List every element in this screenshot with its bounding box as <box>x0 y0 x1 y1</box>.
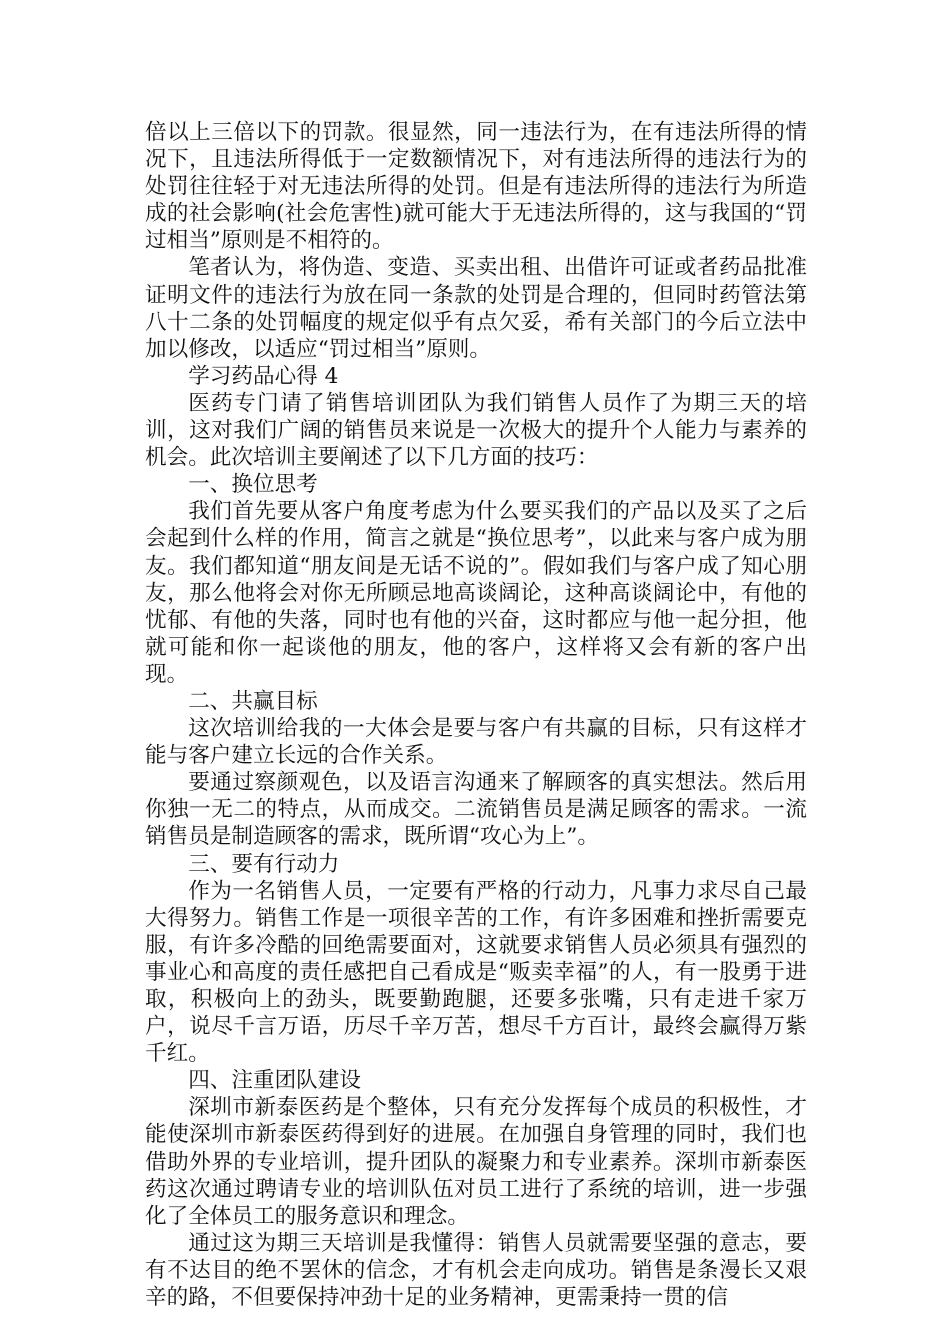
paragraph: 笔者认为，将伪造、变造、买卖出租、出借许可证或者药品批准证明文件的违法行为放在同一条款的处罚是合理的，但同时药管法第八十二条的处罚幅度的规定似乎有点欠妥，希有关部门的今后立法中加以修改，以适应“罚过相当”原则。 <box>145 255 807 362</box>
section-heading: 一、换位思考 <box>188 472 318 498</box>
paragraph: 作为一名销售人员，一定要有严格的行动力，凡事力求尽自己最大得努力。销售工作是一项很辛苦的工作，有许多困难和挫折需要克服，有许多冷酷的回绝需要面对，这就要求销售人员必须具有强烈的事业心和高度的责任感把自己看成是“贩卖幸福”的人，有一股勇于进取，积极向上的劲头，既要勤跑腿，还要多张嘴，只有走进千家万户，说尽千言万语，历尽千辛万苦，想尽千方百计，最终会赢得万紫千红。 <box>145 878 807 1067</box>
paragraph: 通过这为期三天培训是我懂得：销售人员就需要坚强的意志，要有不达目的绝不罢休的信念，才有机会走向成功。销售是条漫长又艰辛的路，不但要保持冲劲十足的业务精神，更需秉持一贯的信 <box>145 1230 807 1311</box>
document-body <box>145 119 807 1311</box>
section-heading: 二、共赢目标 <box>188 688 318 714</box>
paragraph: 深圳市新泰医药是个整体，只有充分发挥每个成员的积极性，才能使深圳市新泰医药得到好的进展。在加强自身管理的同时，我们也借助外界的专业培训，提升团队的凝聚力和专业素养。深圳市新泰医药这次通过聘请专业的培训队伍对员工进行了系统的培训，进一步强化了全体员工的服务意识和理念。 <box>145 1095 807 1229</box>
section-heading: 三、要有行动力 <box>188 851 340 877</box>
section-title: 学习药品心得 4 <box>188 363 339 389</box>
section-heading: 四、注重团队建设 <box>188 1068 361 1094</box>
paragraph: 我们首先要从客户角度考虑为什么要买我们的产品以及买了之后会起到什么样的作用，简言之就是“换位思考”，以此来与客户成为朋友。我们都知道“朋友间是无话不说的”。假如我们与客户成了知心朋友，那么他将会对你无所顾忌地高谈阔论，这种高谈阔论中，有他的忧郁、有他的失落，同时也有他的兴奋，这时都应与他一起分担，他就可能和你一起谈他的朋友，他的客户，这样将又会有新的客户出现。 <box>145 499 807 687</box>
paragraph: 医药专门请了销售培训团队为我们销售人员作了为期三天的培训，这对我们广阔的销售员来说是一次极大的提升个人能力与素养的机会。此次培训主要阐述了以下几方面的技巧： <box>145 390 807 471</box>
paragraph: 要通过察颜观色，以及语言沟通来了解顾客的真实想法。然后用你独一无二的特点，从而成交。二流销售员是满足顾客的需求。一流销售员是制造顾客的需求，既所谓“攻心为上”。 <box>145 770 807 850</box>
paragraph: 倍以上三倍以下的罚款。很显然，同一违法行为，在有违法所得的情况下，且违法所得低于一定数额情况下，对有违法所得的违法行为的处罚往往轻于对无违法所得的处罚。但是有违法所得的违法行为所造成的社会影响(社会危害性)就可能大于无违法所得的，这与我国的“罚过相当”原则是不相符的。 <box>145 120 807 254</box>
paragraph: 这次培训给我的一大体会是要与客户有共赢的目标，只有这样才能与客户建立长远的合作关系。 <box>145 716 807 769</box>
